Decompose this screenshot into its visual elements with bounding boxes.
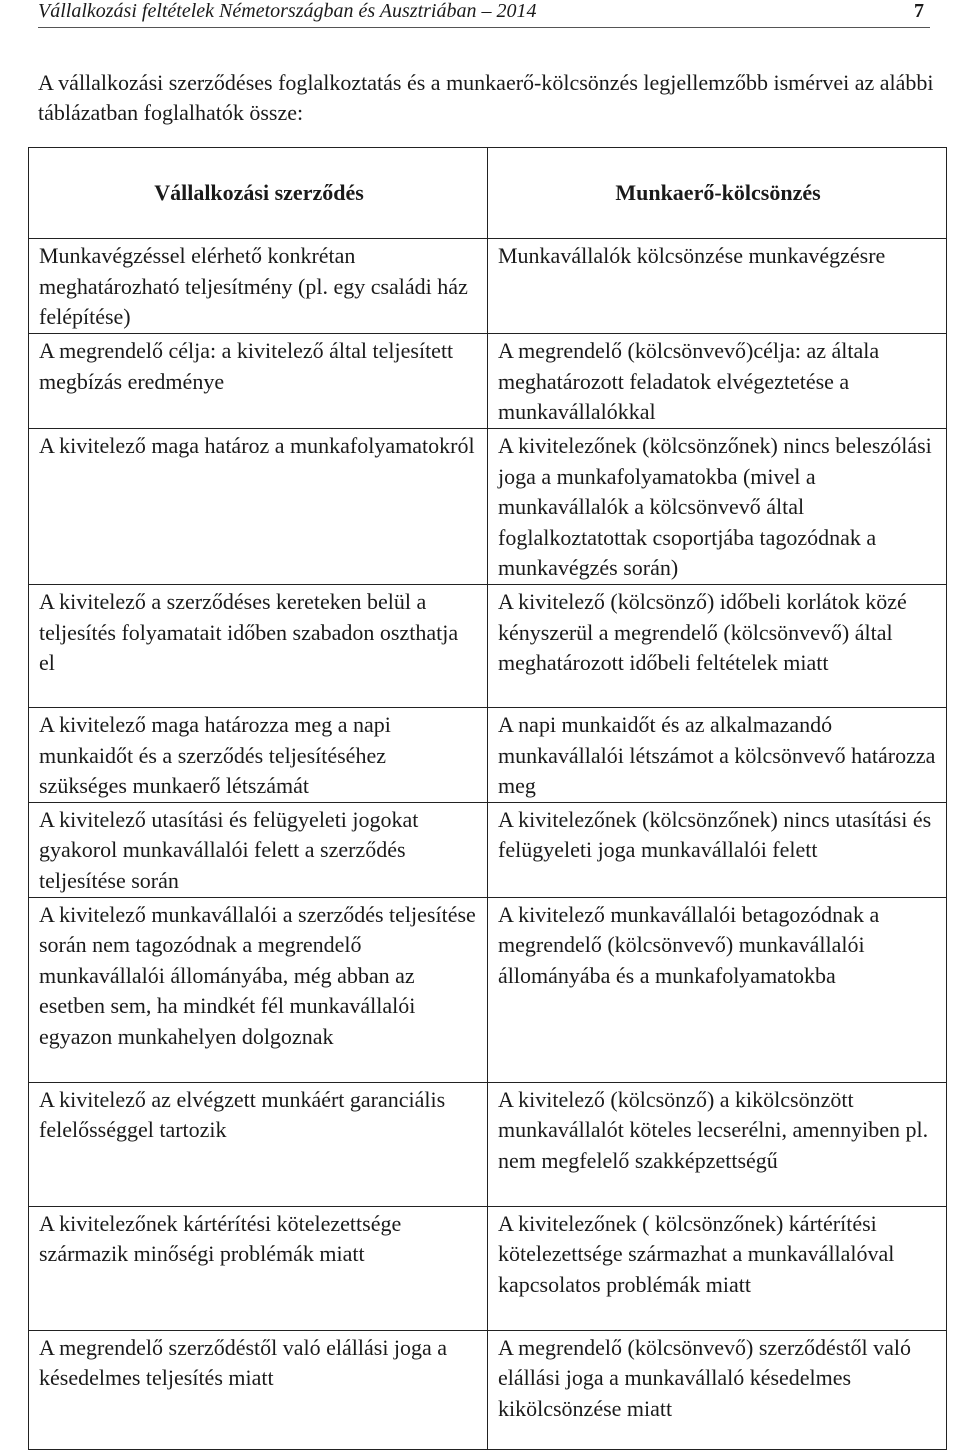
table-row <box>29 239 947 334</box>
intro-paragraph: A vállalkozási szerződéses foglalkoztatás és a munkaerő-kölcsönzés legjellemzőbb ismérvei az alábbi táblázatban foglalhatók össze: <box>38 70 934 125</box>
table-row <box>29 897 947 1082</box>
table-row <box>29 707 947 802</box>
table-cell-contract: A kivitelező maga határozza meg a napi munkaidőt és a szerződés teljesítéséhez szükséges munkaerő létszámát <box>29 707 488 802</box>
table-cell-contract: A megrendelő szerződéstől való elállási joga a késedelmes teljesítés miatt <box>29 1330 488 1449</box>
table-cell-leasing: A kivitelezőnek ( kölcsönzőnek) kártérítési kötelezettsége származhat a munkavállalóval kapcsolatos problémák miatt <box>488 1206 947 1330</box>
table-cell-leasing: Munkavállalók kölcsönzése munkavégzésre <box>488 239 947 334</box>
comparison-table <box>28 147 947 1450</box>
table-cell-leasing: A napi munkaidőt és az alkalmazandó munkavállalói létszámot a kölcsönvevő határozza meg <box>488 707 947 802</box>
table-row <box>29 429 947 585</box>
table-cell-leasing: A megrendelő (kölcsönvevő) szerződéstől való elállási joga a munkavállaló késedelmes kikölcsönzése miatt <box>488 1330 947 1449</box>
table-row <box>29 334 947 429</box>
table-cell-contract: A kivitelező utasítási és felügyeleti jogokat gyakorol munkavállalói felett a szerződés teljesítése során <box>29 802 488 897</box>
table-cell-leasing: A megrendelő (kölcsönvevő)célja: az általa meghatározott feladatok elvégeztetése a munkavállalókkal <box>488 334 947 429</box>
table-cell-contract: A kivitelező munkavállalói a szerződés teljesítése során nem tagozódnak a megrendelő munkavállalói állományába, még abban az esetben sem, ha mindkét fél munkavállalói egyazon munkahelyen dolgoznak <box>29 897 488 1082</box>
table-cell-leasing: A kivitelező (kölcsönző) a kikölcsönzött munkavállalót köteles lecserélni, amennyiben pl. nem megfelelő szakképzettségű <box>488 1082 947 1206</box>
table-cell-contract: A kivitelező a szerződéses kereteken belül a teljesítés folyamatait időben szabadon oszthatja el <box>29 584 488 707</box>
column-header-leasing: Munkaerő-kölcsönzés <box>488 148 947 239</box>
table-cell-contract: Munkavégzéssel elérhető konkrétan meghatározható teljesítmény (pl. egy családi ház felépítése) <box>29 239 488 334</box>
table-row <box>29 1330 947 1449</box>
table-header-row <box>29 148 947 239</box>
table-cell-leasing: A kivitelezőnek (kölcsönzőnek) nincs utasítási és felügyeleti joga munkavállalói felett <box>488 802 947 897</box>
page-number: 7 <box>914 0 924 22</box>
table-row <box>29 802 947 897</box>
table-cell-leasing: A kivitelezőnek (kölcsönzőnek) nincs beleszólási joga a munkafolyamatokba (mivel a munkavállalók a kölcsönvevő által foglalkoztatottak csoportjába tagozódnak a munkavégzés során) <box>488 429 947 585</box>
table-cell-leasing: A kivitelező (kölcsönző) időbeli korlátok közé kényszerül a megrendelő (kölcsönvevő) által meghatározott időbeli feltételek miatt <box>488 584 947 707</box>
table-row <box>29 584 947 707</box>
table-cell-leasing: A kivitelező munkavállalói betagozódnak a megrendelő (kölcsönvevő) munkavállalói állományába és a munkafolyamatokba <box>488 897 947 1082</box>
table-cell-contract: A kivitelező az elvégzett munkáért garanciális felelősséggel tartozik <box>29 1082 488 1206</box>
table-cell-contract: A megrendelő célja: a kivitelező által teljesített megbízás eredménye <box>29 334 488 429</box>
header-title: Vállalkozási feltételek Németországban és Ausztriában – 2014 <box>38 0 537 22</box>
table-cell-contract: A kivitelezőnek kártérítési kötelezettsége származik minőségi problémák miatt <box>29 1206 488 1330</box>
table-cell-contract: A kivitelező maga határoz a munkafolyamatokról <box>29 429 488 585</box>
column-header-contract: Vállalkozási szerződés <box>29 148 488 239</box>
running-header <box>38 0 930 28</box>
table-row <box>29 1206 947 1330</box>
table-row <box>29 1082 947 1206</box>
